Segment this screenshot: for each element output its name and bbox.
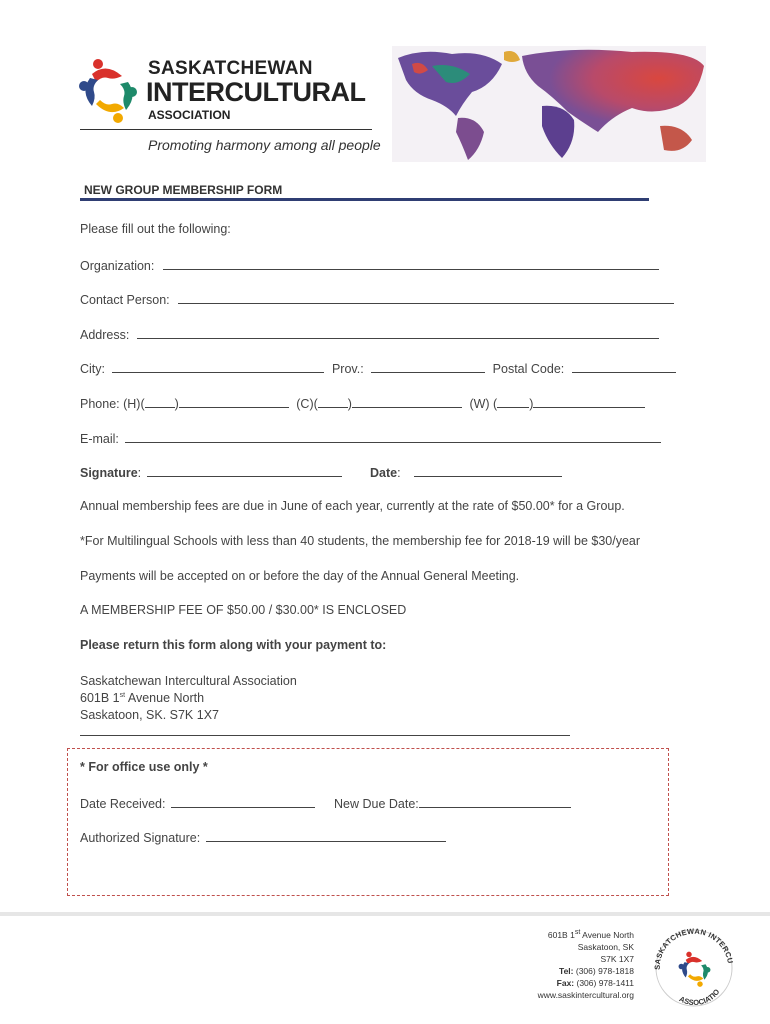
contact-field[interactable] <box>178 291 674 304</box>
phone-work-field[interactable] <box>533 395 645 408</box>
authorized-field[interactable] <box>206 829 446 842</box>
new-due-row <box>334 795 571 811</box>
return-address <box>80 673 297 724</box>
organization-field[interactable] <box>163 257 659 270</box>
date-received-label: Date Received: <box>80 797 166 811</box>
fee-note: Annual membership fees are due in June of each year, currently at the rate of $50.00* for a Group. <box>80 499 625 513</box>
phone-home-field[interactable] <box>179 395 289 408</box>
address-row <box>80 326 659 342</box>
new-due-label: New Due Date: <box>334 797 419 811</box>
city-label: City: <box>80 362 105 376</box>
phone-work-area[interactable] <box>497 395 529 408</box>
svg-text:ASSOCIATION: ASSOCIATIO <box>677 987 722 1008</box>
footer-city: Saskatoon, SK <box>577 942 634 952</box>
phone-work-paren: ) <box>529 397 534 411</box>
brand-line-2: INTERCULTURAL <box>146 77 366 107</box>
phone-work-label: (W) ( <box>469 397 498 411</box>
date-colon: : <box>397 466 401 480</box>
date-received-field[interactable] <box>171 795 315 808</box>
return-city: Saskatoon, SK. S7K 1X7 <box>80 708 219 722</box>
footer-street: 601B 1st Avenue North <box>547 929 634 940</box>
signature-field[interactable] <box>147 464 342 477</box>
return-rule <box>80 735 570 736</box>
title-rule <box>80 198 649 201</box>
date-label: Date <box>370 466 398 480</box>
form-title: NEW GROUP MEMBERSHIP FORM <box>84 183 283 197</box>
svg-text:SASKATCHEWAN INTERCULTURAL: SASKATCHEWAN INTERCU <box>652 926 735 970</box>
city-row <box>80 360 676 376</box>
signature-label: Signature <box>80 466 138 480</box>
footer-tel: Tel: (306) 978-1818 <box>559 966 634 976</box>
organization-row <box>80 257 659 273</box>
address-label: Address: <box>80 328 130 342</box>
phone-home-paren: ) <box>174 397 179 411</box>
footer-fax: Fax: (306) 978-1411 <box>556 978 634 988</box>
phone-home-label: Phone: (H)( <box>80 397 145 411</box>
phone-home-area[interactable] <box>145 395 175 408</box>
return-street: 601B 1st Avenue North <box>80 691 205 705</box>
school-note: *For Multilingual Schools with less than 40 students, the membership fee for 2018-19 will be $30/year <box>80 534 641 548</box>
office-heading: * For office use only * <box>80 760 208 774</box>
signature-row <box>80 464 342 480</box>
phone-cell-label: (C)( <box>296 397 318 411</box>
world-map-image <box>392 46 706 162</box>
return-heading: Please return this form along with your payment to: <box>80 638 387 652</box>
prov-label: Prov.: <box>331 362 364 376</box>
header-rule <box>80 129 372 130</box>
phone-cell-field[interactable] <box>352 395 462 408</box>
signature-colon: : <box>137 466 142 480</box>
footer-address <box>434 929 634 1001</box>
footer-postal: S7K 1X7 <box>600 954 634 964</box>
city-field[interactable] <box>112 360 324 373</box>
address-field[interactable] <box>137 326 659 339</box>
organization-label: Organization: <box>80 259 155 273</box>
postal-label: Postal Code: <box>492 362 565 376</box>
footer-web[interactable]: www.saskintercultural.org <box>537 990 634 1000</box>
logo-mark <box>78 56 140 124</box>
brand-line-1: SASKATCHEWAN <box>148 58 313 79</box>
date-received-row <box>80 795 315 811</box>
email-row <box>80 430 661 446</box>
date-row <box>370 464 562 480</box>
tagline: Promoting harmony among all people <box>148 137 381 153</box>
postal-field[interactable] <box>572 360 676 373</box>
email-label: E-mail: <box>80 432 119 446</box>
phone-cell-paren: ) <box>347 397 352 411</box>
footer-rule <box>0 912 770 916</box>
authorized-row <box>80 829 446 845</box>
payment-note: Payments will be accepted on or before the day of the Annual General Meeting. <box>80 569 520 583</box>
email-field[interactable] <box>125 430 661 443</box>
new-due-field[interactable] <box>419 795 571 808</box>
phone-row <box>80 395 645 411</box>
prov-field[interactable] <box>371 360 485 373</box>
date-field[interactable] <box>414 464 562 477</box>
contact-label: Contact Person: <box>80 293 170 307</box>
return-org: Saskatchewan Intercultural Association <box>80 674 297 688</box>
brand-line-3: ASSOCIATION <box>148 108 231 122</box>
fee-enclosed: A MEMBERSHIP FEE OF $50.00 / $30.00* IS ENCLOSED <box>80 603 407 617</box>
footer-seal-logo <box>648 920 738 1012</box>
authorized-label: Authorized Signature: <box>80 831 201 845</box>
form-intro: Please fill out the following: <box>80 222 231 236</box>
phone-cell-area[interactable] <box>318 395 348 408</box>
contact-row <box>80 291 674 307</box>
